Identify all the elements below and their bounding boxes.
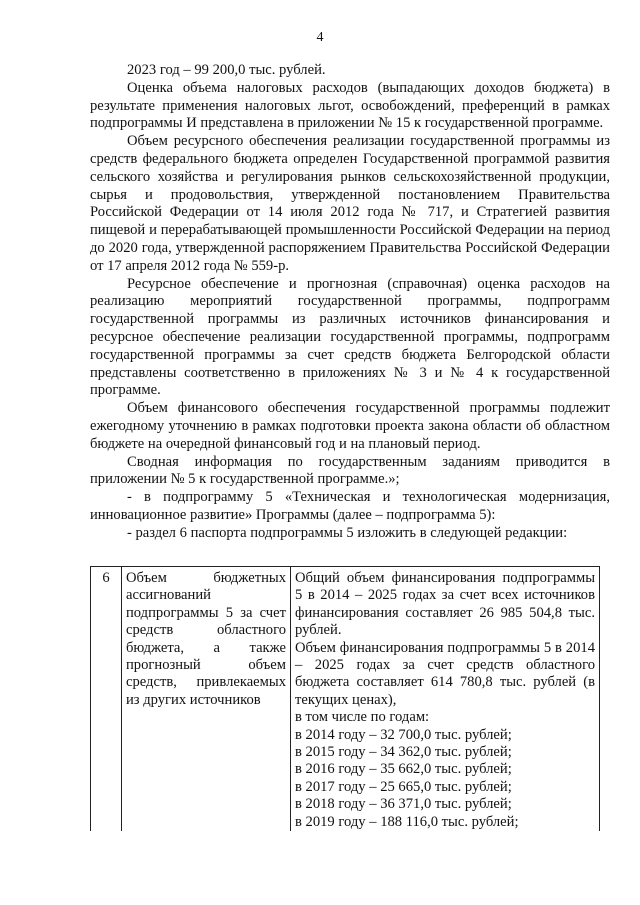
passport-table-container	[90, 566, 600, 836]
value-line: в 2019 году – 188 116,0 тыс. рублей;	[295, 813, 519, 830]
paragraph: Сводная информация по государственным заданиям приводится в приложении № 5 к государственной программе.»;	[90, 453, 610, 488]
value-line: в 2014 году – 32 700,0 тыс. рублей;	[295, 726, 512, 743]
row-value-cell	[291, 567, 600, 832]
row-number-cell: 6	[91, 567, 122, 832]
table-row	[91, 567, 600, 832]
value-line: в 2016 году – 35 662,0 тыс. рублей;	[295, 761, 512, 778]
paragraph: - в подпрограмму 5 «Техническая и технологическая модернизация, инновационное развитие» Программы (далее – подпрограмма 5):	[90, 489, 610, 523]
value-line: Общий объем финансирования подпрограммы 5 в 2014 – 2025 годах за счет всех источников финансирования составляет 26 985 504,8 тыс. рублей.	[295, 570, 595, 639]
value-line: в 2015 году – 34 362,0 тыс. рублей;	[295, 744, 512, 761]
paragraph: Объем ресурсного обеспечения реализации государственной программы из средств федерального бюджета определен Государственной программой развития сельского хозяйства и регулирования рынков сельскохозяйственной продукции, сырья и продовольствия, утвержденной постановлением Правительства Российской Федерации от 14 июля 2012 года № 717, и Стратегией развития пищевой и перерабатывающей промышленности Российской Федерации на период до 2020 года, утвержденной распоряжением Правительства Российской Федерации от 17 апреля 2012 года № 559-р.	[90, 133, 610, 274]
paragraph: - раздел 6 паспорта подпрограммы 5 изложить в следующей редакции:	[127, 524, 568, 541]
passport-table	[90, 566, 600, 831]
value-line: Объем финансирования подпрограммы 5 в 2014 – 2025 годах за счет средств областного бюджета составляет 614 780,8 тыс. рублей (в текущих ценах),	[295, 639, 595, 708]
paragraph: Ресурсное обеспечение и прогнозная (справочная) оценка расходов на реализацию мероприятий государственной программы, подпрограмм государственной программы из различных источников финансирования и ресурсное обеспечение реализации государственной программы, подпрограмм государственной программы за счет средств бюджета Белгородской области представлены соответственно в приложениях № 3 и № 4 к государственной программе.	[90, 275, 610, 399]
value-line: в 2018 году – 36 371,0 тыс. рублей;	[295, 796, 512, 813]
value-line: в 2017 году – 25 665,0 тыс. рублей;	[295, 778, 512, 795]
page-number: 4	[316, 30, 324, 45]
row-label-cell: Объем бюджетных ассигнований подпрограммы 5 за счет средств областного бюджета, а также прогнозный объем средств, привлекаемых из других источников	[122, 567, 291, 832]
paragraph: Объем финансового обеспечения государственной программы подлежит ежегодному уточнению в рамках подготовки проекта закона области об областном бюджете на очередной финансовый год и на плановый период.	[90, 400, 610, 452]
paragraph: 2023 год – 99 200,0 тыс. рублей.	[127, 62, 326, 78]
document-body	[90, 62, 610, 543]
value-line: в том числе по годам:	[295, 709, 430, 726]
paragraph: Оценка объема налоговых расходов (выпадающих доходов бюджета) в результате применения налоговых льгот, освобождений, преференций в рамках подпрограммы И представлена в приложении № 15 к государственной программе.	[90, 79, 610, 132]
